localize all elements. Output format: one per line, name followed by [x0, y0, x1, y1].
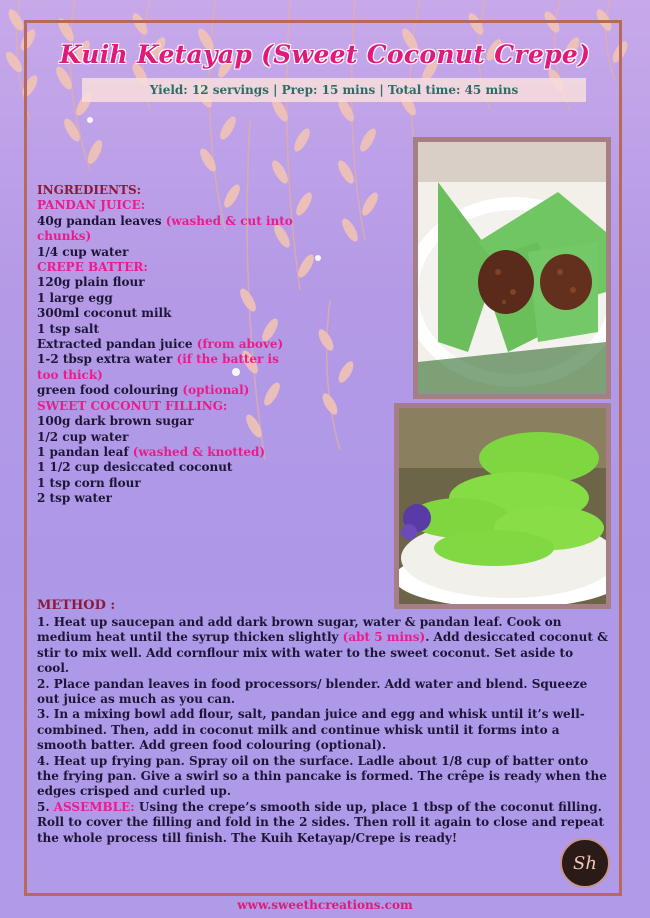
- ingredient-item: 100g dark brown sugar: [37, 414, 194, 429]
- ingredients-section: [37, 183, 297, 507]
- ingredient-item: 1/2 cup water: [37, 429, 129, 444]
- kuih-ketayap-photo-bowl: [394, 403, 611, 609]
- ingredient-text: Extracted pandan juice: [37, 337, 197, 352]
- method-step-5: [37, 800, 609, 846]
- ingredients-heading: INGREDIENTS:: [37, 183, 142, 197]
- ingredient-item: 1/4 cup water: [37, 244, 129, 259]
- ingredient-item: 2 tsp water: [37, 491, 112, 506]
- ingredient-item: 120g plain flour: [37, 275, 145, 290]
- logo-text: Sh: [573, 852, 597, 874]
- recipe-meta-text: Yield: 12 servings | Prep: 15 mins | Total time: 45 mins: [149, 83, 519, 97]
- method-heading: METHOD :: [37, 598, 116, 613]
- crepe-batter-heading: CREPE BATTER:: [37, 260, 148, 275]
- step-text: 1. Heat up saucepan and add dark brown sugar, water & pandan leaf. Cook on medium heat until the syrup thicken slightly: [37, 615, 562, 645]
- method-step-3: 3. In a mixing bowl add flour, salt, pandan juice and egg and whisk until it’s well-combined. Then, add in coconut milk and continue whisk until it forms into a smooth batter. Add green food colouring (optional).: [37, 707, 585, 753]
- ingredient-note: (washed & knotted): [132, 444, 266, 459]
- sweeth-creations-logo: [560, 838, 610, 888]
- method-step-1: [37, 615, 609, 677]
- ingredient-item: [37, 445, 297, 460]
- ingredient-item: [37, 214, 297, 245]
- method-step-4: 4. Heat up frying pan. Spray oil on the surface. Ladle about 1/8 cup of batter onto the frying pan. Give a swirl so a thin pancake is formed. The crêpe is ready when the edges crisped and curled up.: [37, 753, 607, 799]
- step-number: 5.: [37, 799, 54, 814]
- step-text: . Add desiccated coconut & stir to mix well. Add cornflour mix with water to the sweet coconut. Set aside to cool.: [37, 630, 608, 676]
- ingredient-note: (from above): [196, 337, 284, 352]
- ingredient-text: green food colouring: [37, 383, 183, 398]
- ingredient-note: (if the batter is too thick): [37, 352, 279, 382]
- step-note: (abt 5 mins): [342, 630, 426, 645]
- ingredient-item: [37, 337, 297, 352]
- method-step-2: 2. Place pandan leaves in food processors/ blender. Add water and blend. Squeeze out juice as much as you can.: [37, 676, 588, 707]
- ingredient-note: (optional): [182, 383, 250, 398]
- ingredient-item: 1 tsp salt: [37, 321, 100, 336]
- ingredient-note: (washed & cut into chunks): [37, 213, 293, 244]
- ingredient-item: 1 large egg: [37, 290, 113, 305]
- ingredient-text: 1-2 tbsp extra water: [37, 352, 177, 367]
- step-text: Using the crepe’s smooth side up, place 1 tbsp of the coconut filling. Roll to cover the filling and fold in the 2 sides. Then roll it again to close and repeat the whole process till finish. The Kuih Ketayap/Crepe is ready!: [37, 799, 605, 845]
- filling-heading: SWEET COCONUT FILLING:: [37, 398, 228, 413]
- website-footer-link[interactable]: www.sweethcreations.com: [237, 898, 413, 912]
- method-section: [37, 615, 609, 846]
- ingredient-text: 40g pandan leaves: [37, 213, 166, 228]
- ingredient-item: 1 tsp corn flour: [37, 475, 141, 490]
- ingredient-item: 1 1/2 cup desiccated coconut: [37, 460, 233, 475]
- recipe-meta-bar: [82, 78, 586, 102]
- assemble-label: ASSEMBLE:: [53, 799, 135, 814]
- recipe-title: Kuih Ketayap (Sweet Coconut Crepe): [59, 40, 591, 69]
- ingredient-item: [37, 383, 297, 398]
- kuih-ketayap-photo-plate: [413, 137, 611, 399]
- ingredient-item: 300ml coconut milk: [37, 306, 172, 321]
- ingredient-item: [37, 352, 297, 383]
- pandan-juice-heading: PANDAN JUICE:: [37, 198, 146, 213]
- ingredient-text: 1 pandan leaf: [37, 444, 133, 459]
